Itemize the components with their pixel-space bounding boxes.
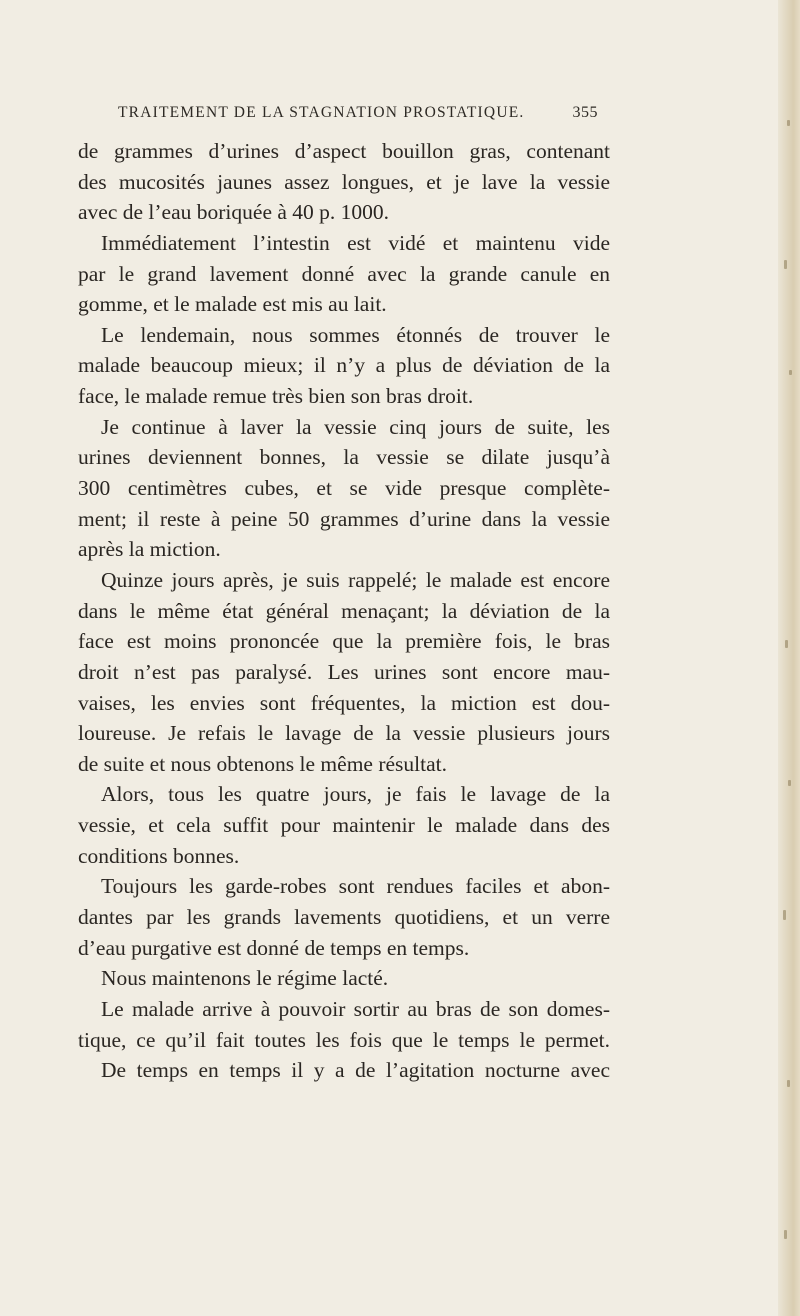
text-line: 300 centimètres cubes, et se vide presque complète- <box>78 476 610 501</box>
text-line: Immédiatement l’intestin est vidé et maintenu vide <box>101 230 610 255</box>
body-text <box>78 136 610 1086</box>
text-line: Nous maintenons le régime lacté. <box>101 966 389 991</box>
text-line: Alors, tous les quatre jours, je fais le lavage de la <box>101 782 610 807</box>
binding-speck <box>787 120 790 126</box>
text-line: après la miction. <box>78 537 221 562</box>
text-line: vessie, et cela suffit pour maintenir le malade dans des <box>78 813 610 838</box>
text-line: tique, ce qu’il fait toutes les fois que le temps le permet. <box>78 1027 610 1052</box>
running-head <box>118 104 598 132</box>
text-line: vaises, les envies sont fréquentes, la miction est dou- <box>78 690 610 715</box>
text-line: Quinze jours après, je suis rappelé; le malade est encore <box>101 567 610 592</box>
binding-speck <box>785 640 788 648</box>
text-line: De temps en temps il y a de l’agitation nocturne avec <box>101 1058 610 1083</box>
text-line: Le lendemain, nous sommes étonnés de trouver le <box>101 322 610 347</box>
text-line: dantes par les grands lavements quotidiens, et un verre <box>78 905 610 930</box>
text-line: malade beaucoup mieux; il n’y a plus de déviation de la <box>78 353 610 378</box>
text-line: Toujours les garde-robes sont rendues faciles et abon- <box>101 874 610 899</box>
text-line: Le malade arrive à pouvoir sortir au bras de son domes- <box>101 996 610 1021</box>
text-line: gomme, et le malade est mis au lait. <box>78 292 387 317</box>
binding-speck <box>787 1080 790 1087</box>
text-line: par le grand lavement donné avec la grande canule en <box>78 261 610 286</box>
binding-speck <box>784 260 787 269</box>
binding-speck <box>783 910 786 920</box>
text-line: ment; il reste à peine 50 grammes d’urine dans la vessie <box>78 506 610 531</box>
text-line: de suite et nous obtenons le même résultat. <box>78 751 447 776</box>
running-title: TRAITEMENT DE LA STAGNATION PROSTATIQUE. <box>118 104 525 121</box>
text-line: Je continue à laver la vessie cinq jours de suite, les <box>101 414 610 439</box>
text-line: des mucosités jaunes assez longues, et je lave la vessie <box>78 169 610 194</box>
binding-speck <box>789 370 792 375</box>
text-line: face est moins prononcée que la première fois, le bras <box>78 629 610 654</box>
text-line: de grammes d’urines d’aspect bouillon gras, contenant <box>78 139 610 163</box>
binding-speck <box>788 780 791 786</box>
text-line: face, le malade remue très bien son bras droit. <box>78 384 474 409</box>
page-edge-binding <box>778 0 800 1316</box>
text-line: loureuse. Je refais le lavage de la vessie plusieurs jours <box>78 721 610 746</box>
text-line: droit n’est pas paralysé. Les urines sont encore mau- <box>78 659 610 684</box>
text-line: avec de l’eau boriquée à 40 p. 1000. <box>78 200 390 225</box>
binding-speck <box>784 1230 787 1239</box>
text-line: conditions bonnes. <box>78 843 240 868</box>
text-line: d’eau purgative est donné de temps en temps. <box>78 935 470 960</box>
page-number: 355 <box>572 104 598 121</box>
text-line: urines deviennent bonnes, la vessie se dilate jusqu’à <box>78 445 610 470</box>
text-line: dans le même état général menaçant; la déviation de la <box>78 598 610 623</box>
